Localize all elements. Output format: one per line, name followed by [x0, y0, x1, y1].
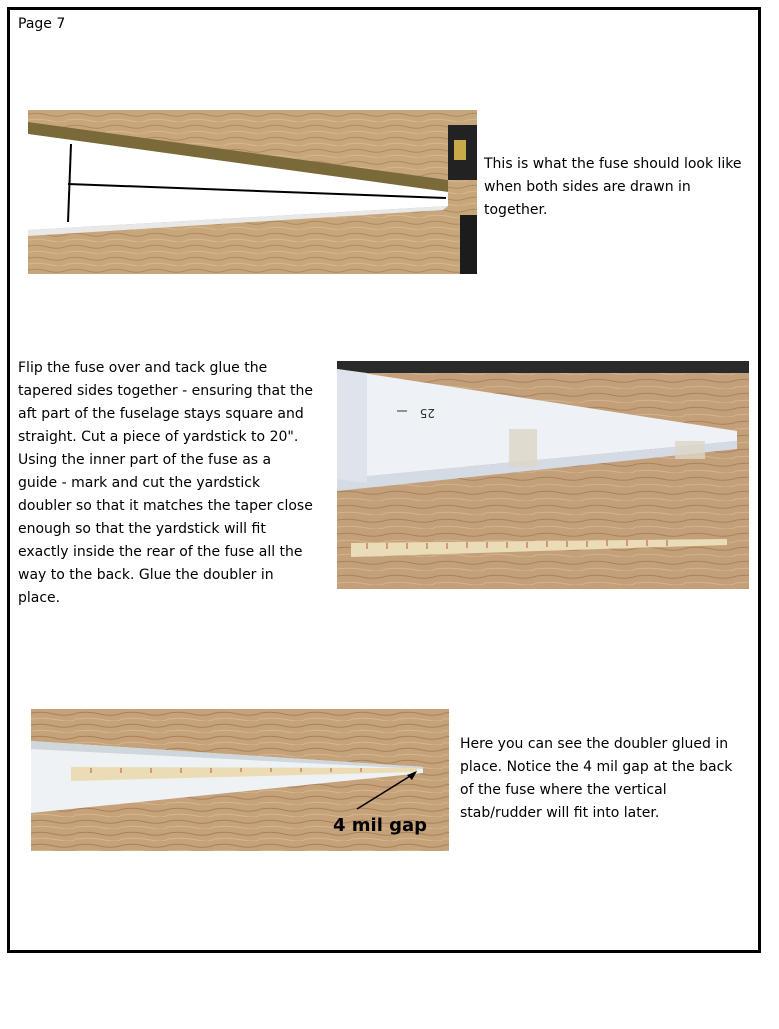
photo2-caption: Flip the fuse over and tack glue the tapered sides together - ensuring that the aft part of the fuselage stays square and straight. Cut a piece of yardstick to 20". Using the inner part of the fuse as a guide - mark and cut the yardstick doubler so that it matches the taper close enough so that the yardstick will fit exactly inside the rear of the fuse all the way to the back. Glue the doubler in place. — [18, 360, 313, 606]
photo1-caption: This is what the fuse should look like when both sides are drawn in together. — [484, 156, 742, 218]
gap-annotation: 4 mil gap — [333, 815, 428, 836]
tapered-fuse-with-yardstick-photo — [337, 361, 749, 589]
photo3-caption: Here you can see the doubler glued in place. Notice the 4 mil gap at the back of the fuse where the vertical stab/rudder will fit into later. — [460, 736, 733, 821]
fuse-sides-drawn-together-photo — [28, 110, 477, 274]
page-number: Page 7 — [18, 16, 66, 32]
yardstick-mark-label: 25 — [419, 406, 435, 420]
